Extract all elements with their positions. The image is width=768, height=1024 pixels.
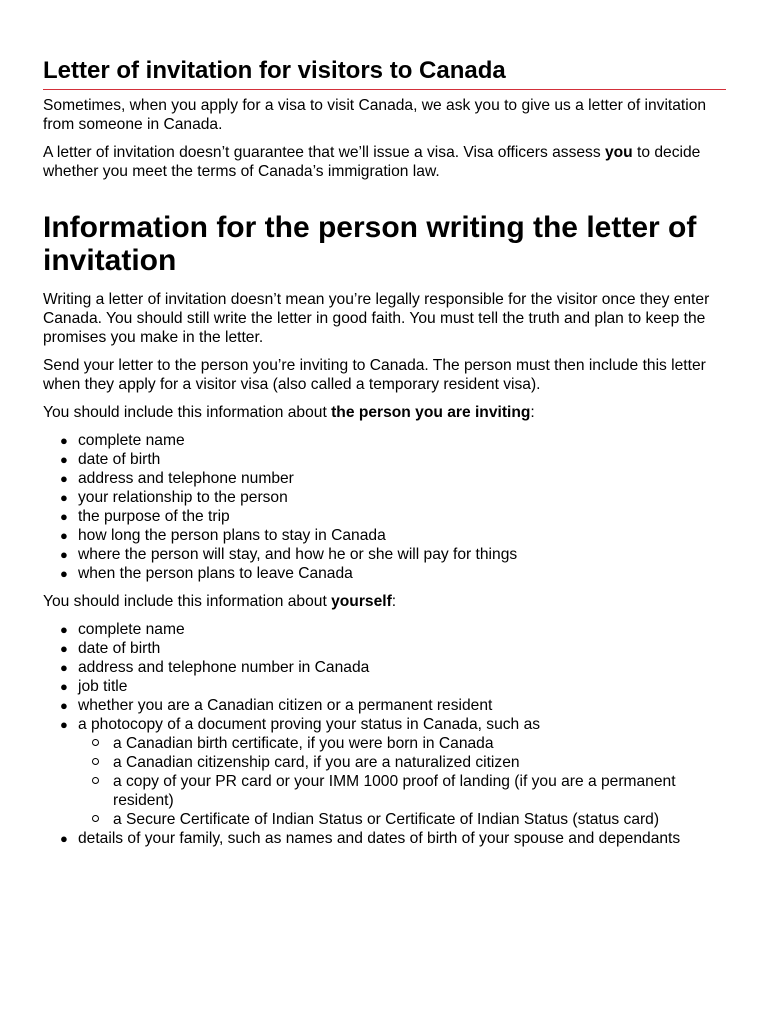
intro-paragraph-1: Sometimes, when you apply for a visa to visit Canada, we ask you to give us a letter of invitation from someone in Canada. (43, 97, 707, 133)
bullet-icon: ● (60, 641, 68, 656)
list-item-text: date of birth (78, 451, 161, 468)
list-item (43, 488, 726, 507)
list-item (43, 431, 726, 450)
list-item-text: when the person plans to leave Canada (78, 565, 353, 582)
sub-list-item-text: a Canadian citizenship card, if you are a naturalized citizen (113, 754, 520, 771)
list-item (43, 715, 726, 829)
bullet-icon: ● (60, 452, 68, 467)
list-item-text: the purpose of the trip (78, 508, 230, 525)
invitee-lead (43, 403, 726, 422)
list-item (43, 545, 726, 564)
circle-bullet-icon (92, 777, 99, 784)
list-item-text: job title (78, 678, 128, 695)
list-item (43, 696, 726, 715)
invitee-lead-after: : (530, 404, 535, 421)
list-item-text: date of birth (78, 640, 161, 657)
section-paragraph-2: Send your letter to the person you’re inviting to Canada. The person must then include this letter when they apply for a visitor visa (also called a temporary resident visa). (43, 357, 706, 393)
list-item-text: complete name (78, 621, 185, 638)
self-lead (43, 592, 726, 611)
list-item (43, 450, 726, 469)
list-item-text: complete name (78, 432, 185, 449)
list-item-text: your relationship to the person (78, 489, 288, 506)
section-heading: Information for the person writing the letter of invitation (43, 211, 697, 277)
bullet-icon: ● (60, 679, 68, 694)
self-lead-after: : (391, 593, 397, 610)
list-item-text: address and telephone number in Canada (78, 659, 370, 676)
bullet-icon: ● (60, 660, 68, 675)
sub-list-item (78, 753, 726, 772)
sub-list-item (78, 810, 726, 829)
list-item-text: details of your family, such as names and dates of birth of your spouse and dependants (78, 830, 681, 847)
circle-bullet-icon (92, 758, 99, 765)
circle-bullet-icon (92, 739, 99, 746)
invitee-lead-emphasis: the person you are inviting (331, 404, 531, 421)
sub-list-item-text: a Canadian birth certificate, if you were born in Canada (113, 735, 494, 752)
list-item-text: whether you are a Canadian citizen or a permanent resident (78, 697, 493, 714)
self-info-list (43, 620, 726, 848)
intro-p2-text-after: to decide whether you meet the terms of Canada’s immigration law. (43, 144, 701, 180)
sub-list-item-text: a Secure Certificate of Indian Status or Certificate of Indian Status (status card) (113, 811, 660, 828)
bullet-icon: ● (60, 717, 68, 732)
bullet-icon: ● (60, 528, 68, 543)
list-item (43, 526, 726, 545)
bullet-icon: ● (60, 490, 68, 505)
list-item (43, 564, 726, 583)
list-item (43, 829, 726, 848)
invitee-lead-before: You should include this information about (43, 404, 332, 421)
self-lead-before: You should include this information about (43, 593, 332, 610)
bullet-icon: ● (60, 831, 68, 846)
title-divider (43, 89, 726, 90)
bullet-icon: ● (60, 698, 68, 713)
circle-bullet-icon (92, 815, 99, 822)
list-item-text: a photocopy of a document proving your status in Canada, such as (78, 716, 541, 733)
sub-list-item-text: a copy of your PR card or your IMM 1000 proof of landing (if you are a permanent resident) (113, 773, 676, 809)
list-item (43, 677, 726, 696)
sub-list-item (78, 734, 726, 753)
list-item (43, 620, 726, 639)
bullet-icon: ● (60, 471, 68, 486)
section-paragraph-1: Writing a letter of invitation doesn’t mean you’re legally responsible for the visitor once they enter Canada. You should still write the letter in good faith. You must tell the truth and plan to keep the promises you make in the letter. (43, 291, 710, 346)
bullet-icon: ● (60, 566, 68, 581)
bullet-icon: ● (60, 509, 68, 524)
list-item (43, 639, 726, 658)
status-document-list (78, 734, 726, 829)
intro-p2-text-before: A letter of invitation doesn’t guarantee that we’ll issue a visa. Visa officers assess (43, 144, 605, 161)
intro-p2-emphasis: you (604, 144, 633, 161)
intro-paragraph-2 (43, 143, 726, 181)
list-item-text: address and telephone number (78, 470, 294, 487)
list-item (43, 507, 726, 526)
list-item (43, 658, 726, 677)
list-item-text: how long the person plans to stay in Canada (78, 527, 386, 544)
bullet-icon: ● (60, 433, 68, 448)
bullet-icon: ● (60, 547, 68, 562)
list-item-text: where the person will stay, and how he or she will pay for things (78, 546, 518, 563)
document-page (43, 0, 726, 857)
sub-list-item (78, 772, 726, 810)
self-lead-emphasis: yourself (331, 593, 392, 610)
list-item (43, 469, 726, 488)
bullet-icon: ● (60, 622, 68, 637)
page-title: Letter of invitation for visitors to Canada (43, 57, 506, 84)
invitee-info-list (43, 431, 726, 583)
